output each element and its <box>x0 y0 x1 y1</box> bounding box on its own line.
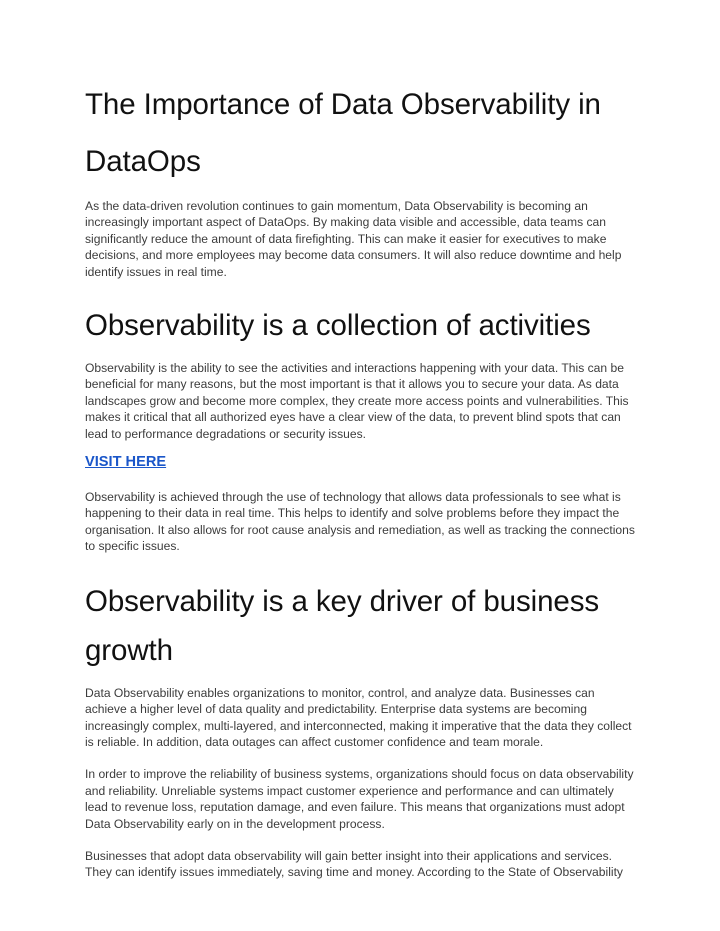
section-heading-business-growth: Observability is a key driver of business growth <box>85 584 599 667</box>
growth-paragraph-1: Data Observability enables organizations to monitor, control, and analyze data. Businesses can achieve a higher level of data quality and predictability. Enterprise data systems are becoming increasingly complex, multi-layered, and interconnected, making it imperative that the data they collect is reliable. In addition, data outages can affect customer confidence and team morale. <box>85 685 632 749</box>
page-title: The Importance of Data Observability in DataOps <box>85 88 601 178</box>
growth-paragraph-3: Businesses that adopt data observability will gain better insight into their applications and services. They can identify issues immediately, saving time and money. According to the State of Observability <box>85 848 623 880</box>
activities-paragraph-2: Observability is achieved through the use of technology that allows data professionals to see what is happening to their data in real time. This helps to identify and solve problems before they impact the organisation. It also allows for root cause analysis and remediation, as well as tracking the connections to specific issues. <box>85 490 635 554</box>
intro-paragraph: As the data-driven revolution continues to gain momentum, Data Observability is becoming an increasingly important aspect of DataOps. By making data visible and accessible, data teams can significantly reduce the amount of data firefighting. This can make it easier for executives to make decisions, and more employees may become data consumers. It will also reduce downtime and help identify issues in real time. <box>85 199 622 279</box>
visit-here-link[interactable]: VISIT HERE <box>85 454 167 471</box>
activities-paragraph-1: Observability is the ability to see the activities and interactions happening with your data. This can be beneficial for many reasons, but the most important is that it allows you to secure your data. As data landscapes grow and become more complex, they create more access points and vulnerabilities. This makes it critical that all authorized eyes have a clear view of the data, to prevent blind spots that can lead to performance degradations or security issues. <box>85 361 629 441</box>
document-page <box>85 76 637 897</box>
growth-paragraph-2: In order to improve the reliability of business systems, organizations should focus on data observability and reliability. Unreliable systems impact customer experience and performance and can ultimately lead to revenue loss, reputation damage, and even failure. This means that organizations must adopt Data Observability early on in the development process. <box>85 767 634 831</box>
section-heading-activities: Observability is a collection of activities <box>85 309 591 343</box>
